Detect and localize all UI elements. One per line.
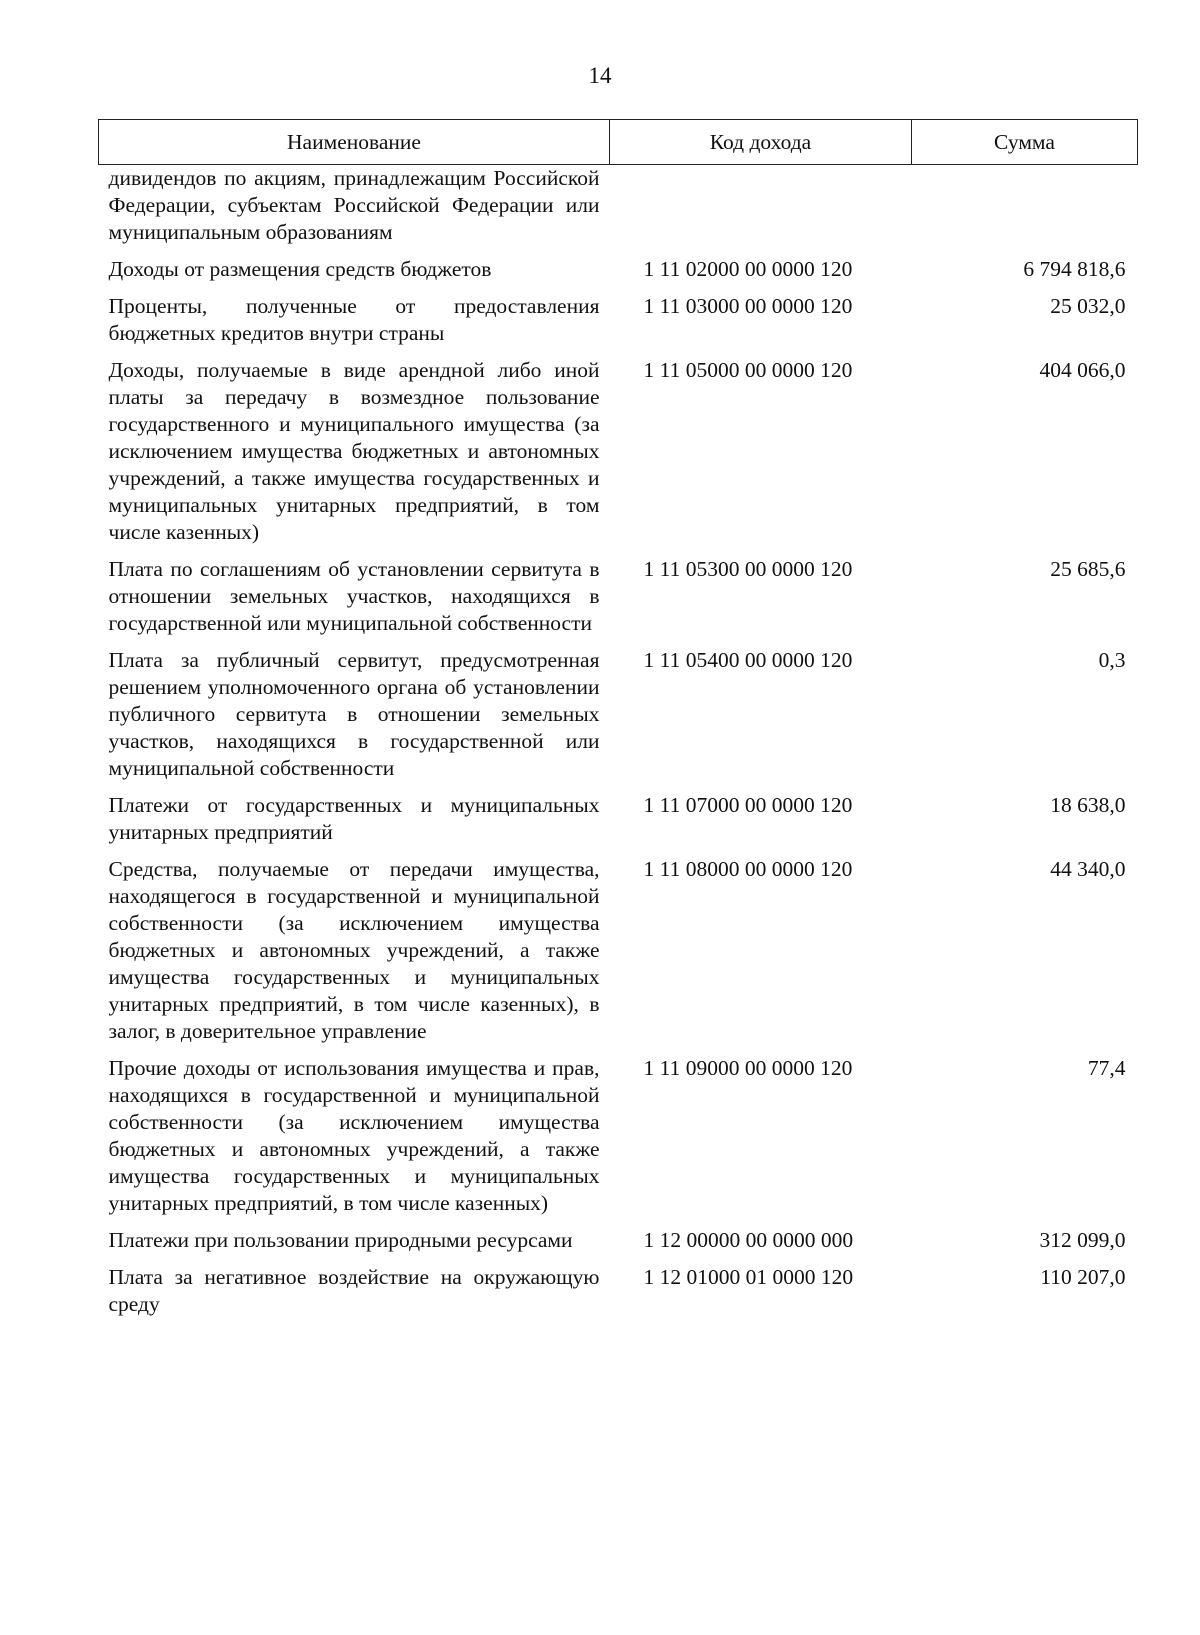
- row-code: 1 11 05400 00 0000 120: [643, 648, 853, 672]
- row-code: 1 11 02000 00 0000 120: [643, 257, 853, 281]
- row-sum: 404 066,0: [1039, 358, 1126, 382]
- row-sum: 0,3: [1098, 648, 1126, 672]
- row-sum: 110 207,0: [1040, 1265, 1126, 1289]
- header-name: Наименование: [99, 120, 610, 165]
- table-row: [99, 792, 1138, 856]
- row-sum: 25 032,0: [1050, 294, 1126, 318]
- row-code: 1 11 03000 00 0000 120: [643, 294, 853, 318]
- table-row: [99, 256, 1138, 293]
- header-sum: Сумма: [912, 120, 1138, 165]
- row-name: Проценты, полученные от предоставления бюджетных кредитов внутри страны: [108, 294, 600, 345]
- table-header-row: [99, 120, 1138, 165]
- row-name: Плата по соглашениям об установлении сервитута в отношении земельных участков, находящихся в государственной или муниципальной собственности: [108, 557, 600, 635]
- row-code: 1 11 08000 00 0000 120: [643, 857, 853, 881]
- page-number: 14: [588, 63, 612, 88]
- row-sum: [912, 165, 1138, 257]
- row-code: 1 12 01000 01 0000 120: [643, 1265, 854, 1289]
- table-row: [99, 293, 1138, 357]
- row-sum: 312 099,0: [1039, 1228, 1126, 1252]
- row-code: 1 11 09000 00 0000 120: [643, 1056, 853, 1080]
- row-sum: 6 794 818,6: [1023, 257, 1126, 281]
- row-name: Доходы от размещения средств бюджетов: [108, 257, 492, 281]
- row-name: Платежи при пользовании природными ресурсами: [108, 1228, 573, 1252]
- row-name: дивидендов по акциям, принадлежащим Российской Федерации, субъектам Российской Федерации или муниципальным образованиям: [108, 166, 600, 244]
- table-row: [99, 165, 1138, 257]
- table-header: [99, 120, 1138, 165]
- row-code: 1 11 07000 00 0000 120: [643, 793, 853, 817]
- table-row: [99, 357, 1138, 556]
- table-row: [99, 1264, 1138, 1328]
- table-body: [99, 165, 1138, 1329]
- row-name: Плата за публичный сервитут, предусмотренная решением уполномоченного органа об установлении публичного сервитута в отношении земельных участков, находящихся в государственной или муниципальной собственности: [108, 648, 600, 780]
- row-name: Доходы, получаемые в виде арендной либо иной платы за передачу в возмездное пользование государственного и муниципального имущества (за исключением имущества бюджетных и автономных учреждений, а также имущества государственных и муниципальных унитарных предприятий, в том числе казенных): [108, 358, 600, 544]
- row-name: Средства, получаемые от передачи имущества, находящегося в государственной и муниципальной собственности (за исключением имущества бюджетных и автономных учреждений, а также имущества государственных и муниципальных унитарных предприятий, в том числе казенных), в залог, в доверительное управление: [108, 857, 600, 1043]
- header-code: Код дохода: [610, 120, 912, 165]
- table-row: [99, 556, 1138, 647]
- row-sum: 18 638,0: [1050, 793, 1126, 817]
- row-code: 1 11 05000 00 0000 120: [643, 358, 853, 382]
- table-row: [99, 647, 1138, 792]
- row-name: Плата за негативное воздействие на окружающую среду: [108, 1265, 600, 1316]
- row-code: 1 11 05300 00 0000 120: [643, 557, 853, 581]
- row-sum: 77,4: [1087, 1056, 1126, 1080]
- table-row: [99, 856, 1138, 1055]
- table-row: [99, 1227, 1138, 1264]
- row-code: 1 12 00000 00 0000 000: [643, 1228, 854, 1252]
- row-name: Платежи от государственных и муниципальных унитарных предприятий: [108, 793, 600, 844]
- row-name: Прочие доходы от использования имущества и прав, находящихся в государственной и муниципальной собственности (за исключением имущества бюджетных и автономных учреждений, а также имущества государственных и муниципальных унитарных предприятий, в том числе казенных): [108, 1056, 600, 1215]
- table-row: [99, 1055, 1138, 1227]
- row-code: [610, 165, 912, 257]
- row-sum: 25 685,6: [1050, 557, 1126, 581]
- row-sum: 44 340,0: [1050, 857, 1126, 881]
- revenue-table: [98, 119, 1138, 1328]
